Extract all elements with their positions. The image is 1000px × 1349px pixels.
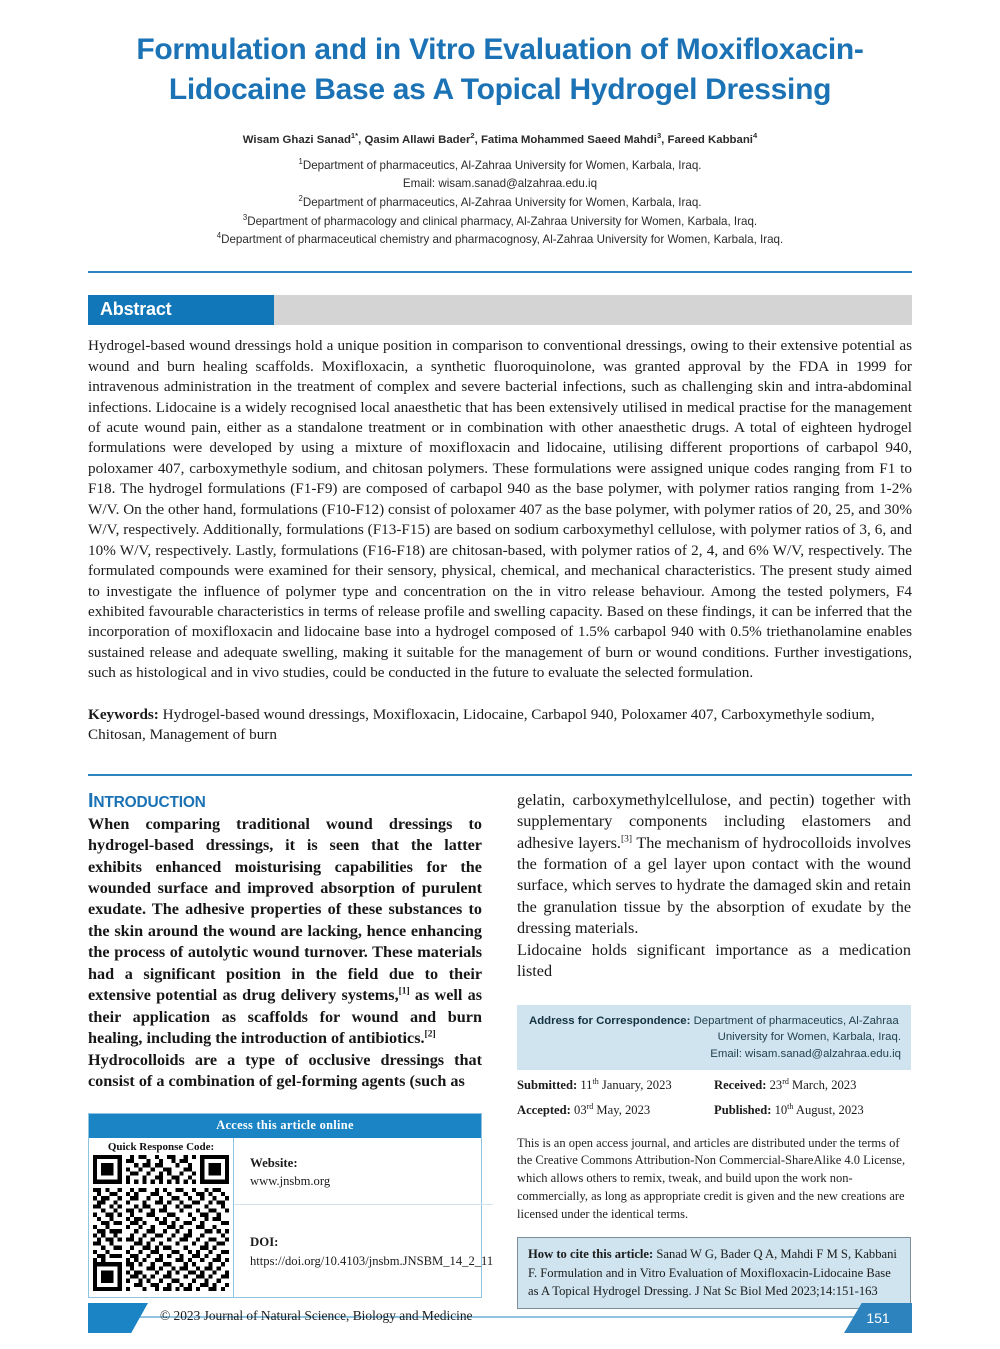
- intro-p3b-text: The mechanism of hydrocolloids involves the formation of a gel layer upon contact with the wound surface, which serves to hydrate the damaged skin and retain the granulation tissue by the absorption of exudate by the dressing materials.: [517, 833, 911, 938]
- date-received: [714, 1074, 911, 1098]
- heading-rest: NTRODUCTION: [93, 793, 206, 811]
- column-left: [88, 789, 494, 1310]
- affiliation-text: Email: wisam.sanad@alzahraa.edu.iq: [402, 176, 598, 190]
- intro-p1b-text: as well as their application as scaffolds for wound and burn healing, including the introduction of antibiotics.: [88, 986, 482, 1048]
- intro-p3-text: gelatin, carboxymethylcellulose, and pectin) together with supplementary components including elastomers and adhesive layers.: [517, 790, 911, 852]
- abstract-section: [88, 295, 912, 745]
- date-accepted-label: Accepted:: [517, 1102, 571, 1117]
- correspondence-line-2: University for Women, Karbala, Iraq.: [717, 1031, 901, 1044]
- date-accepted: [517, 1099, 714, 1123]
- correspondence-line-1: [529, 1013, 901, 1030]
- author-name: Qasim Allawi Bader: [364, 133, 471, 146]
- page-footer: [0, 1303, 1000, 1333]
- date-ordinal: th: [787, 1101, 794, 1111]
- column-right: [517, 790, 911, 1310]
- intro-paragraph-2: Hydrocolloids are a type of occlusive dressings that consist of a combination of gel-forming agents (such as: [88, 1050, 482, 1091]
- intro-paragraph-1: [88, 814, 482, 1050]
- date-received-label: Received:: [714, 1078, 767, 1093]
- date-submitted-rest: January, 2023: [598, 1078, 672, 1093]
- keywords-text: Hydrogel-based wound dressings, Moxifloxacin, Lidocaine, Carbapol 940, Poloxamer 407, Carboxymethyle sodium, Chitosan, Management of burn: [88, 705, 875, 744]
- abstract-header-tab: [88, 295, 274, 325]
- date-submitted-label: Submitted:: [517, 1078, 578, 1093]
- qr-panel: [89, 1138, 234, 1297]
- date-published-label: Published:: [714, 1102, 772, 1117]
- qr-caption: Quick Response Code:: [107, 1140, 215, 1153]
- author-name: Fareed Kabbani: [667, 133, 753, 146]
- page-title: Formulation and in Vitro Evaluation of Moxifloxacin-Lidocaine Base as A Topical Hydrogel Dressing: [136, 33, 864, 106]
- how-to-cite-label: How to cite this article:: [528, 1247, 654, 1262]
- date-ordinal: th: [592, 1077, 599, 1087]
- affiliation-sup: 1: [298, 156, 303, 166]
- affiliation-sup: 4: [216, 231, 222, 241]
- affiliation-text: Department of pharmaceutics, Al-Zahraa University for Women, Karbala, Iraq.: [302, 195, 702, 209]
- footer-left-tab: [88, 1303, 148, 1333]
- website-value[interactable]: www.jnsbm.org: [250, 1174, 331, 1189]
- date-published-value: 10: [774, 1102, 788, 1117]
- date-ordinal: rd: [586, 1101, 594, 1111]
- date-accepted-rest: May, 2023: [593, 1102, 651, 1117]
- affiliation-sup: 2: [298, 193, 303, 203]
- correspondence-label: Address for Correspondence:: [529, 1014, 691, 1027]
- dates-column-right: [714, 1074, 911, 1122]
- author-name: Fatima Mohammed Saeed Mahdi: [480, 133, 657, 146]
- affiliation-text: Department of pharmaceutical chemistry and pharmacognosy, Al-Zahraa University for Women, Karbala, Iraq.: [221, 233, 784, 247]
- intro-p1-text: When comparing traditional wound dressings to hydrogel-based dressings, it is seen that the latter exhibits enhanced moisturising capabilities for the wounded surface and improved absorption of purulent exudate. The adhesive properties of these substances to the skin around the wound are lacking, hence enhancing the process of autolytic wound turnover. These materials had a significant position in the field due to their extensive potential as drug delivery systems,: [88, 814, 482, 1005]
- citation-ref: [3]: [620, 834, 633, 845]
- keywords-label: Keywords:: [88, 705, 159, 723]
- doi-label: DOI:: [250, 1235, 279, 1250]
- author-list: Wisam Ghazi Sanad$^{1*}$, Qasim Allawi Bader$^2$, Fatima Mohammed Saeed Mahdi$^3$, Fareed Kabbani$^4$: [242, 131, 758, 146]
- affiliation-item: [0, 212, 1000, 231]
- dates-block: [517, 1070, 911, 1122]
- intro-paragraph-3: [517, 790, 911, 940]
- doi-value[interactable]: https://doi.org/10.4103/jnsbm.JNSBM_14_2_11: [250, 1254, 494, 1269]
- date-accepted-value: 03: [574, 1102, 587, 1117]
- correspondence-email[interactable]: Email: wisam.sanad@alzahraa.edu.iq: [710, 1047, 901, 1060]
- abstract-header-bar: [88, 295, 912, 325]
- section-heading-introduction: [88, 790, 482, 812]
- divider-below-abstract: [88, 774, 912, 776]
- how-to-cite-text: Sanad W G, Bader Q A, Mahdi F M S, Kabbani F. Formulation and in Vitro Evaluation of Moxifloxacin-Lidocaine Base as A Topical Hydrogel Dressing. J Nat Sc Biol Med 2023;14:151-163: [528, 1247, 897, 1298]
- affiliation-email: [0, 175, 1000, 193]
- website-cell: [234, 1138, 493, 1205]
- affiliation-item: [0, 156, 1000, 175]
- date-received-rest: March, 2023: [788, 1078, 857, 1093]
- access-box-heading: Access this article online: [89, 1114, 481, 1138]
- doi-cell: [234, 1204, 493, 1296]
- abstract-heading: Abstract: [100, 299, 172, 320]
- license-text: This is an open access journal, and articles are distributed under the terms of the Creative Commons Attribution-Non Commercial-ShareAlike 4.0 License, which allows others to remix, tweak, and build upon the work non-commercially, as long as appropriate credit is given and the new creations are licensed under the identical terms.: [517, 1135, 906, 1221]
- how-to-cite-box: [517, 1237, 911, 1309]
- date-submitted: [517, 1074, 714, 1098]
- affiliation-sup: 3: [242, 212, 248, 222]
- heading-initial: I: [88, 789, 94, 812]
- body-columns: [88, 790, 912, 1310]
- citation-ref: [2]: [424, 1029, 436, 1040]
- author-sup: 3: [656, 131, 662, 141]
- author-sup: 2: [470, 131, 475, 141]
- page-number: 151: [866, 1310, 890, 1326]
- affiliation-item: [0, 230, 1000, 249]
- affiliation-text: Department of pharmacology and clinical pharmacy, Al-Zahraa University for Women, Karbala, Iraq.: [247, 214, 758, 228]
- abstract-body: Hydrogel-based wound dressings hold a unique position in comparison to conventional dressings, owing to their extensive potential as wound and burn healing scaffolds. Moxifloxacin, a synthetic fluoroquinolone, was granted approval by the FDA in 1999 for intravenous administration in the treatment of complex and severe bacterial infections, such as challenging skin and intra-abdominal infections. Lidocaine is a widely recognised local anaesthetic that has been extensively utilised in medical practise for the management of acute wound pain, either as a standalone treatment or in combination with other anaesthetic drugs. A total of eighteen hydrogel formulations were developed by using a mixture of moxifloxacin and lidocaine, utilising different proportions of carbapol 940, poloxamer 407, carboxymethyle sodium, and chitosan polymers. These formulations were assigned unique codes ranging from F1 to F18. The hydrogel formulations (F1-F9) are composed of carbapol 940 as the base polymer, with polymer ratios ranging from 1-2% W/V. On the other hand, formulations (F10-F12) consist of poloxamer 407 as the base polymer, with polymer ratios of 20, 25, and 30% W/V, respectively. Additionally, formulations (F13-F15) are based on sodium carboxymethyl cellulose, with polymer ratios of 3, 6, and 10% W/V, respectively. Lastly, formulations (F16-F18) are chitosan-based, with polymer ratios of 2, 4, and 6% W/V, respectively. The formulated compounds were examined for their sensory, physical, chemical, and mechanical characteristics. The present study aimed to investigate the influence of polymer type and concentration on the in vitro release behaviour. Among the tested polymers, F4 exhibited favourable characteristics in terms of release profile and swelling capacity. Based on these findings, it can be inferred that the incorporation of moxifloxacin and lidocaine base into a hydrogel composed of 1.5% carbapol 940 with 0.5% triethanolamine enables sustained release and adequate swelling, making it suitable for the management of burn or wound conditions. Further investigations, such as histological and in vivo studies, could be conducted in the future to evaluate the selected formulation.: [88, 337, 912, 682]
- date-ordinal: rd: [782, 1077, 789, 1087]
- date-published: [714, 1099, 911, 1123]
- citation-ref: [1]: [398, 986, 410, 997]
- date-received-value: 23: [769, 1078, 783, 1093]
- author-sup: 4: [752, 131, 758, 141]
- correspondence-box: [517, 1005, 911, 1071]
- author-name: Wisam Ghazi Sanad: [242, 133, 351, 146]
- affiliation-text: Department of pharmaceutics, Al-Zahraa University for Women, Karbala, Iraq.: [302, 158, 702, 172]
- intro-paragraph-4: Lidocaine holds significant importance as a medication listed: [517, 940, 911, 981]
- access-article-box: [88, 1113, 494, 1298]
- keywords: [88, 705, 912, 746]
- divider-above-abstract: [88, 271, 912, 273]
- affiliation-item: [0, 193, 1000, 212]
- affiliation-list: [0, 156, 1000, 249]
- author-sup: 1*: [350, 131, 359, 141]
- footer-copyright: © 2023 Journal of Natural Science, Biology and Medicine: [160, 1308, 473, 1323]
- date-published-rest: August, 2023: [793, 1102, 864, 1117]
- dates-column-left: [517, 1074, 714, 1122]
- qr-code-icon[interactable]: [93, 1155, 229, 1291]
- website-label: Website:: [250, 1155, 298, 1170]
- correspondence-address-1: Department of pharmaceutics, Al-Zahraa: [690, 1014, 899, 1027]
- date-submitted-value: 11: [580, 1078, 593, 1093]
